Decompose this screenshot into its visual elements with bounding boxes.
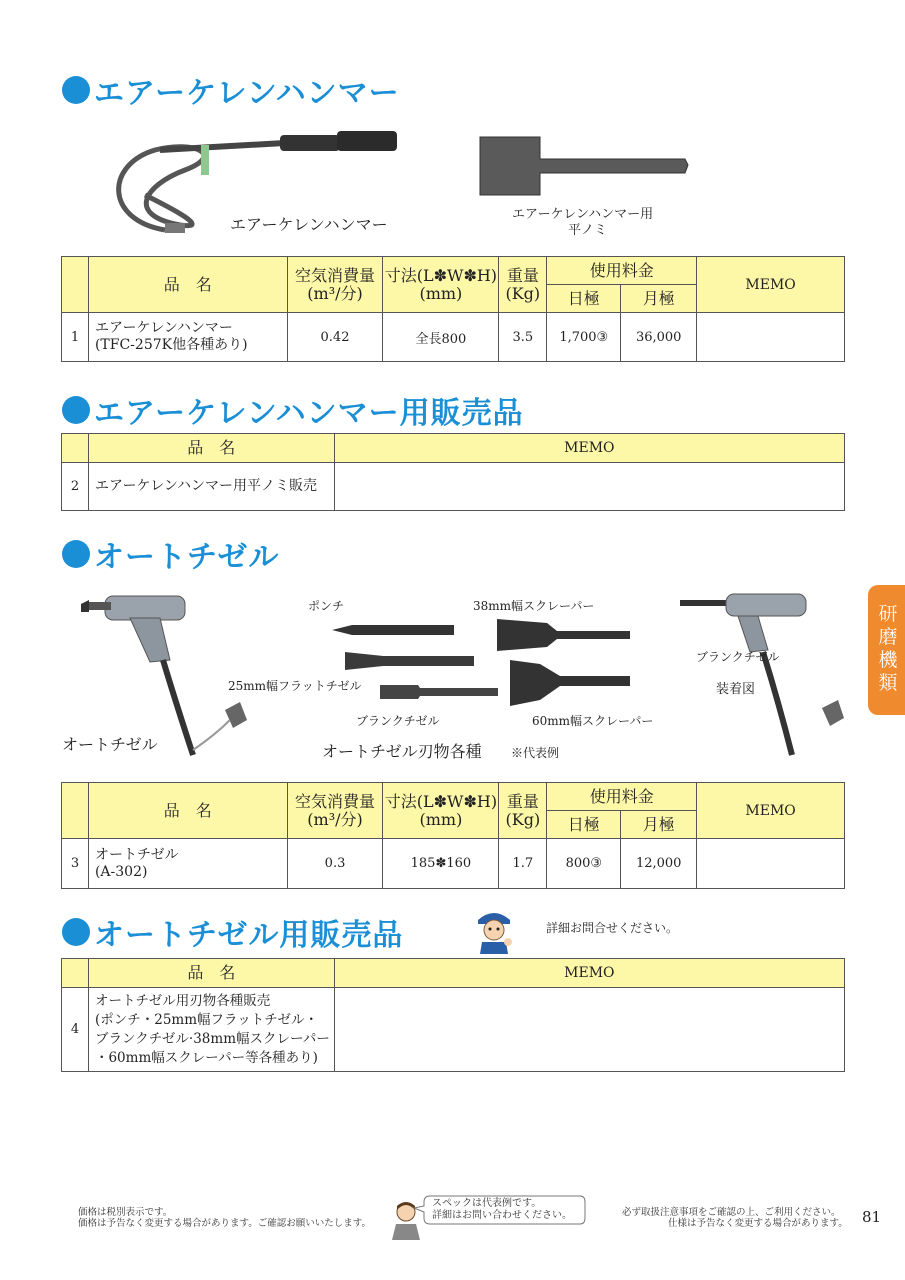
header-memo: MEMO xyxy=(697,257,845,313)
mascot-icon xyxy=(472,906,516,954)
auto-chisel-caption: オートチゼル xyxy=(62,735,158,754)
header-no xyxy=(62,434,89,463)
row-no: 2 xyxy=(62,463,89,511)
footer-right-1: 必ず取扱注意事項をご確認の上、ご利用ください。 xyxy=(622,1207,841,1218)
scraper-38-label: 38mm幅スクレーパー xyxy=(473,599,595,613)
bubble-text-2: 詳細はお問い合わせください。 xyxy=(432,1210,572,1221)
page-number: 81 xyxy=(862,1208,882,1226)
punch-image xyxy=(332,622,456,638)
flat-chisel-caption-2: 平ノミ xyxy=(568,223,608,238)
header-dimensions: 寸法(L✽W✽H) (mm) xyxy=(383,257,499,313)
section-title-text: エアーケレンハンマー xyxy=(94,76,400,111)
scraper-38-image xyxy=(497,617,632,653)
row-daily: 1,700③ xyxy=(547,313,621,362)
row-weight: 1.7 xyxy=(499,839,547,889)
bubble-text-1: スペックは代表例です。 xyxy=(432,1198,542,1209)
header-air: 空気消費量 (m³/分) xyxy=(287,783,383,839)
spec-table-air-hammer xyxy=(61,256,845,362)
section-title-auto-chisel-sales xyxy=(62,910,403,954)
footer-right-2: 仕様は予告なく変更する場合があります。 xyxy=(668,1218,848,1229)
header-monthly: 月極 xyxy=(621,811,697,839)
section-title-text: オートチゼル xyxy=(94,540,280,575)
row-memo xyxy=(697,839,845,889)
section-title-auto-chisel xyxy=(62,532,279,576)
header-daily: 日極 xyxy=(547,285,621,313)
air-hammer-caption: エアーケレンハンマー xyxy=(230,215,388,234)
header-name: 品 名 xyxy=(88,257,287,313)
section-title-air-hammer xyxy=(62,68,400,112)
spec-table-auto-chisel xyxy=(61,782,845,889)
bullet-icon xyxy=(62,396,90,424)
row-air: 0.42 xyxy=(287,313,383,362)
row-name: エアーケレンハンマー (TFC-257K他各種あり) xyxy=(88,313,287,362)
row-name: エアーケレンハンマー用平ノミ販売 xyxy=(88,463,334,511)
flat-chisel-caption-1: エアーケレンハンマー用 xyxy=(512,207,654,222)
flat-chisel-25-image xyxy=(343,650,476,672)
row-name: オートチゼル用刃物各種販売 (ポンチ・25mm幅フラットチゼル・ ブランクチゼル·38mm幅スクレーパー ・60mm幅スクレーパー等各種あり) xyxy=(88,988,334,1072)
side-tab-char: 類 xyxy=(878,672,898,694)
scraper-60-image xyxy=(510,658,632,708)
header-no xyxy=(62,783,89,839)
row-dimensions: 全長800 xyxy=(383,313,499,362)
row-no: 3 xyxy=(62,839,89,889)
header-memo: MEMO xyxy=(334,434,844,463)
punch-label: ポンチ xyxy=(308,599,345,613)
table-row xyxy=(62,988,845,1072)
header-memo: MEMO xyxy=(334,959,844,988)
sales-table-auto-chisel xyxy=(61,958,845,1072)
row-memo xyxy=(697,313,845,362)
header-weight: 重量 (Kg) xyxy=(499,257,547,313)
flat-chisel-image xyxy=(478,135,693,197)
blank-chisel-image xyxy=(378,683,500,701)
header-name: 品 名 xyxy=(88,959,334,988)
header-name: 品 名 xyxy=(88,434,334,463)
section-title-air-hammer-sales xyxy=(62,388,524,432)
example-note: ※代表例 xyxy=(511,746,560,760)
mounted-label-1: ブランクチゼル xyxy=(696,650,780,664)
bullet-icon xyxy=(62,918,90,946)
bullet-icon xyxy=(62,76,90,104)
blank-chisel-label: ブランクチゼル xyxy=(356,714,440,728)
header-daily: 日極 xyxy=(547,811,621,839)
header-name: 品 名 xyxy=(88,783,287,839)
row-monthly: 12,000 xyxy=(621,839,697,889)
footer-left-1: 価格は税別表示です。 xyxy=(78,1207,173,1218)
row-weight: 3.5 xyxy=(499,313,547,362)
section-title-text: オートチゼル用販売品 xyxy=(94,918,404,953)
row-memo xyxy=(334,988,844,1072)
scraper-60-label: 60mm幅スクレーパー xyxy=(532,714,654,728)
table-row xyxy=(62,839,845,889)
header-air: 空気消費量 (m³/分) xyxy=(287,257,383,313)
section-title-text: エアーケレンハンマー用販売品 xyxy=(94,396,524,431)
row-dimensions: 185✽160 xyxy=(383,839,499,889)
side-tab-char: 機 xyxy=(878,649,898,671)
header-weight: 重量 (Kg) xyxy=(499,783,547,839)
flat-chisel-25-label: 25mm幅フラットチゼル xyxy=(228,679,362,693)
row-monthly: 36,000 xyxy=(621,313,697,362)
table-row xyxy=(62,313,845,362)
row-memo xyxy=(334,463,844,511)
header-no xyxy=(62,257,89,313)
row-daily: 800③ xyxy=(547,839,621,889)
inquiry-note: 詳細お問合せください。 xyxy=(546,921,679,935)
mounted-chisel-image xyxy=(678,590,848,760)
footer-left-2: 価格は予告なく変更する場合があります。ご確認お願いいたします。 xyxy=(78,1218,371,1229)
table-row xyxy=(62,463,845,511)
header-fee: 使用料金 xyxy=(547,783,697,811)
row-no: 1 xyxy=(62,313,89,362)
header-dimensions: 寸法(L✽W✽H) (mm) xyxy=(383,783,499,839)
header-no xyxy=(62,959,89,988)
row-name: オートチゼル (A-302) xyxy=(88,839,287,889)
mounted-label-2: 装着図 xyxy=(716,682,756,697)
header-fee: 使用料金 xyxy=(547,257,697,285)
row-air: 0.3 xyxy=(287,839,383,889)
bullet-icon xyxy=(62,540,90,568)
row-no: 4 xyxy=(62,988,89,1072)
blades-caption: オートチゼル刃物各種 xyxy=(322,742,482,761)
side-tab-char: 磨 xyxy=(878,626,898,648)
header-memo: MEMO xyxy=(697,783,845,839)
side-tab-char: 研 xyxy=(878,603,898,625)
sales-table-air-hammer xyxy=(61,433,845,511)
header-monthly: 月極 xyxy=(621,285,697,313)
category-side-tab xyxy=(868,585,905,715)
